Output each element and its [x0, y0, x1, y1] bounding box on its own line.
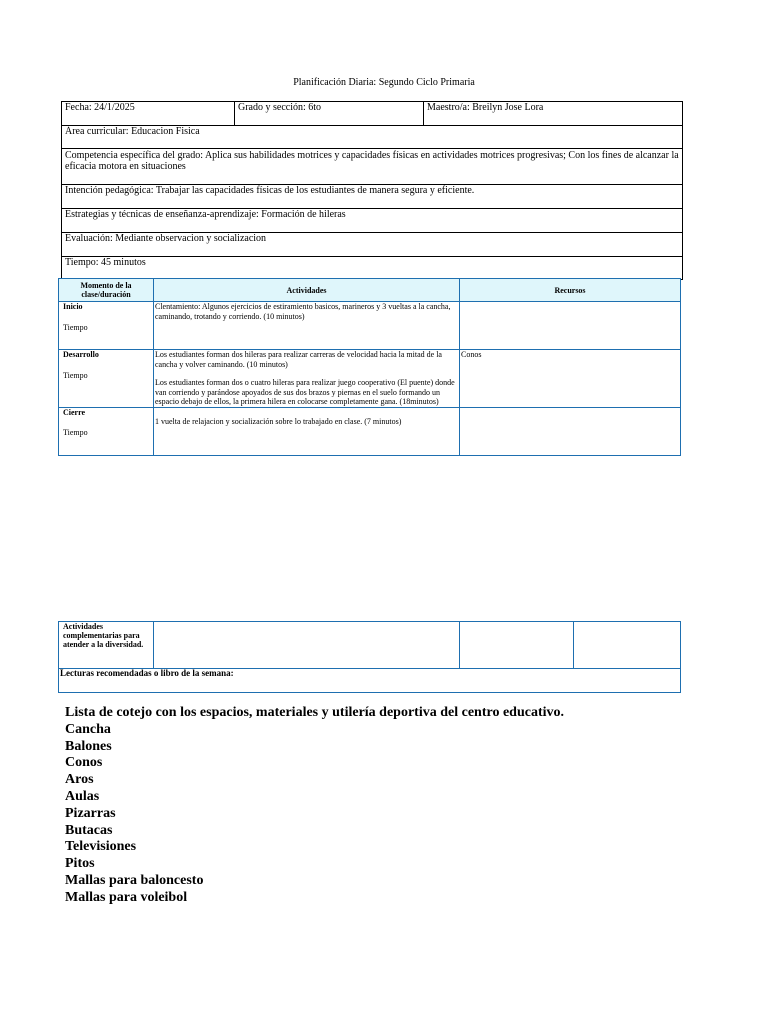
- readings-label: Lecturas recomendadas o libro de la semana:: [59, 669, 681, 693]
- moment-label: Inicio: [63, 302, 83, 311]
- header-resources: Recursos: [460, 279, 681, 302]
- header-moment: Momento de la clase/duración: [59, 279, 154, 302]
- info-table: [61, 101, 683, 280]
- list-item: Mallas para voleibol: [65, 889, 188, 905]
- list-item: Pitos: [65, 856, 95, 872]
- teacher-cell: Maestro/a: Breilyn Jose Lora: [424, 102, 683, 126]
- list-item: Televisiones: [65, 839, 137, 855]
- resource-cell: [460, 407, 681, 455]
- grade-cell: Grado y sección: 6to: [235, 102, 424, 126]
- table-row: [59, 350, 681, 408]
- time-label: Tiempo: [63, 428, 88, 437]
- time-label: Tiempo: [63, 322, 88, 332]
- activity-text: Los estudiantes forman dos o cuatro hileras para realizar juego cooperativo (El puente) donde van corriendo y parándose apoyados de sus dos brazos y piernas en el suelo formando un espacio debajo de ellos, la primera hilera en colocarse completamente gana. (18minutos): [155, 378, 455, 406]
- activity-cell: 1 vuelta de relajacion y socialización sobre lo trabajado en clase. (7 minutos): [154, 407, 460, 455]
- moment-label: Desarrollo: [63, 350, 99, 359]
- list-item: Aros: [65, 772, 94, 788]
- moment-label: Cierre: [63, 407, 86, 417]
- area-cell: Área curricular: Educacion Fisica: [62, 126, 683, 149]
- table-row: [59, 302, 681, 350]
- moment-cell: [59, 302, 154, 350]
- moment-cell: [59, 407, 154, 455]
- list-item: Conos: [65, 755, 103, 771]
- list-item: Mallas para baloncesto: [65, 872, 204, 888]
- page-title: Planificación Diaria: Segundo Ciclo Primaria: [293, 77, 475, 88]
- list-item: Butacas: [65, 822, 113, 838]
- activity-cell: [154, 350, 460, 408]
- list-item: Balones: [65, 738, 112, 754]
- moment-cell: [59, 350, 154, 408]
- header-activities: Actividades: [154, 279, 460, 302]
- time-label: Tiempo: [63, 370, 88, 380]
- complementary-cell: [154, 622, 460, 669]
- date-cell: Fecha: 24/1/2025: [62, 102, 235, 126]
- intention-cell: Intención pedagógica: Trabajar las capacidades físicas de los estudiantes de manera segura y eficiente.: [62, 185, 683, 209]
- complementary-label: Actividades complementarias para atender a la diversidad.: [59, 622, 154, 669]
- checklist: [65, 705, 564, 907]
- resource-cell: Conos: [460, 350, 681, 408]
- evaluation-cell: Evaluación: Mediante observacion y socializacion: [62, 233, 683, 257]
- checklist-heading: Lista de cotejo con los espacios, materiales y utilería deportiva del centro educativo.: [65, 705, 564, 720]
- activity-text: Los estudiantes forman dos hileras para realizar carreras de velocidad hacia la mitad de la cancha y volver caminando. (10 minutos): [155, 350, 442, 369]
- list-item: Pizarras: [65, 805, 116, 821]
- activities-table: [58, 278, 681, 456]
- competence-cell: Competencia específica del grado: Aplica sus habilidades motrices y capacidades físicas en actividades motrices progresivas; Con los fines de alcanzar la eficacia motora en situaciones: [62, 149, 683, 185]
- strategies-cell: Estrategias y técnicas de enseñanza-aprendizaje: Formación de hileras: [62, 209, 683, 233]
- table-row: [59, 407, 681, 455]
- list-item: Aulas: [65, 788, 100, 804]
- resource-cell: [460, 302, 681, 350]
- time-cell: Tiempo: 45 minutos: [62, 257, 683, 280]
- complementary-cell: [460, 622, 574, 669]
- complementary-cell: [574, 622, 681, 669]
- list-item: Cancha: [65, 721, 111, 737]
- activity-cell: Clentamiento: Algunos ejercicios de estiramiento basicos, marineros y 3 vueltas a la cancha, caminando, trotando y corriendo. (10 minutos): [154, 302, 460, 350]
- complementary-table: [58, 621, 681, 693]
